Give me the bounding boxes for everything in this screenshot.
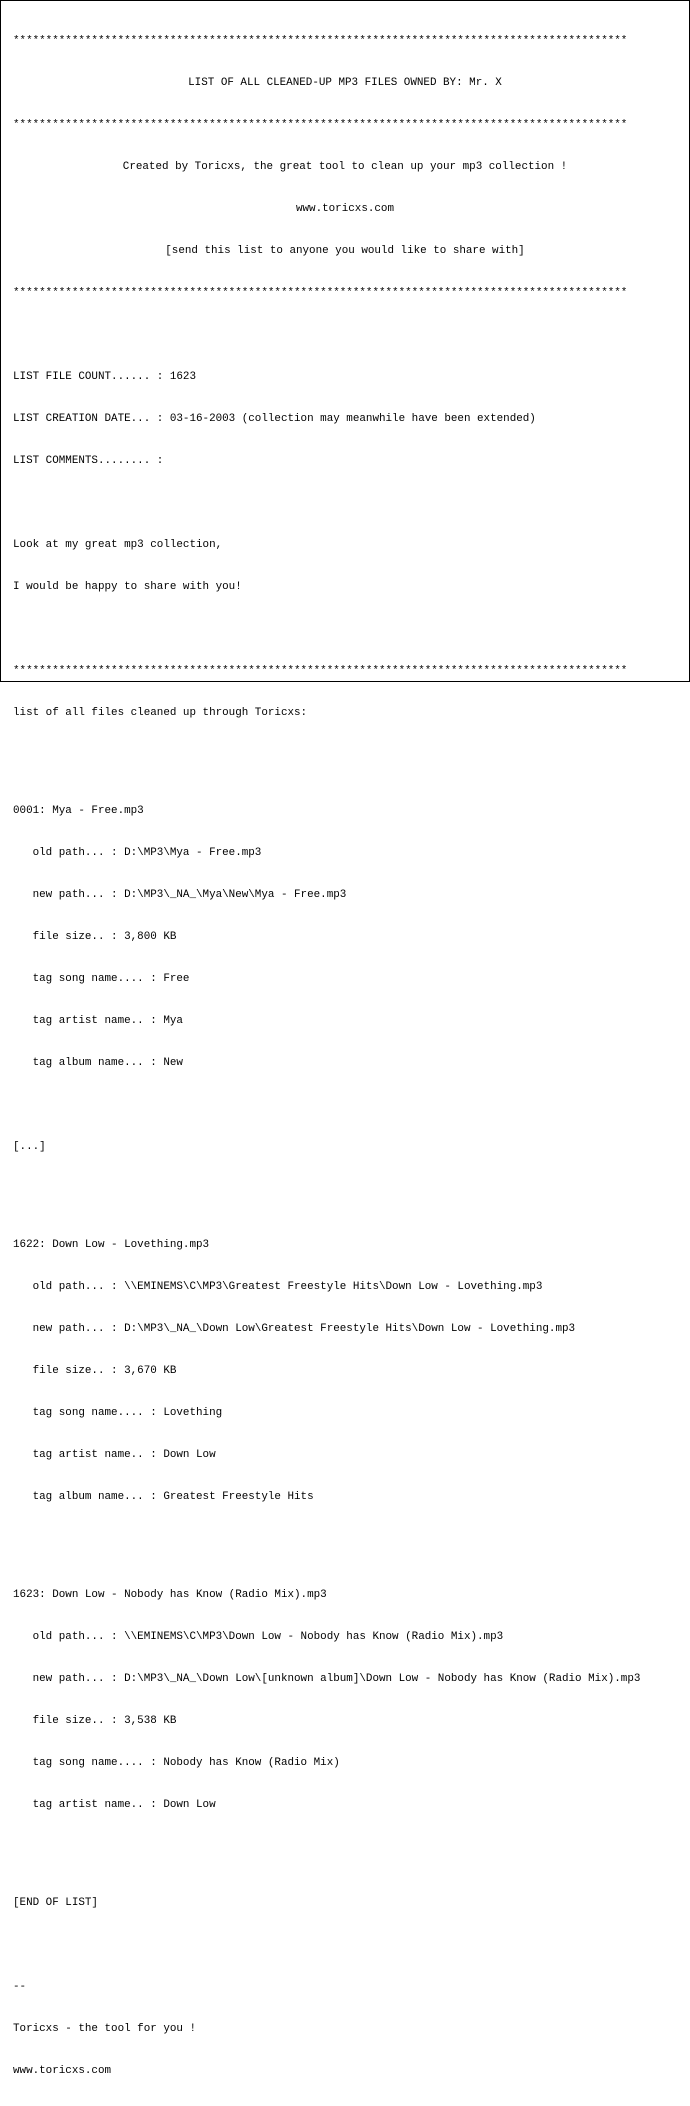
footer-website-link[interactable]: www.toricxs.com <box>13 2065 112 2077</box>
end-of-list: [END OF LIST] <box>13 1897 98 1909</box>
entry-heading: 1622: Down Low - Lovething.mp3 <box>13 1239 210 1251</box>
blank-line <box>13 1532 677 1546</box>
entry-song-name: tag song name.... : Lovething <box>13 1407 223 1419</box>
entry-file-size: file size.. : 3,800 KB <box>13 931 177 943</box>
signature-dashes: -- <box>13 1981 27 1993</box>
share-note: [send this list to anyone you would like to share with] <box>165 245 525 257</box>
plain-text-document <box>13 6 677 2106</box>
entry-artist-name: tag artist name.. : Down Low <box>13 1449 216 1461</box>
blank-line <box>13 1098 677 1112</box>
blank-line <box>13 328 677 342</box>
entry-artist-name: tag artist name.. : Mya <box>13 1015 183 1027</box>
blank-line <box>13 748 677 762</box>
asterisk-rule: ********************************************************************************************** <box>13 287 628 299</box>
entry-old-path: old path... : \\EMINEMS\C\MP3\Greatest Freestyle Hits\Down Low - Lovething.mp3 <box>13 1281 543 1293</box>
entry-album-name: tag album name... : Greatest Freestyle Hits <box>13 1491 314 1503</box>
list-intro: list of all files cleaned up through Toricxs: <box>13 707 308 719</box>
ellipsis: [...] <box>13 1141 46 1153</box>
blank-line <box>13 622 677 636</box>
creation-date: LIST CREATION DATE... : 03-16-2003 (collection may meanwhile have been extended) <box>13 413 536 425</box>
list-title: LIST OF ALL CLEANED-UP MP3 FILES OWNED BY: Mr. X <box>188 77 502 89</box>
list-comments: LIST COMMENTS........ : <box>13 455 164 467</box>
blank-line <box>13 496 677 510</box>
website-link[interactable]: www.toricxs.com <box>295 203 395 215</box>
entry-file-size: file size.. : 3,538 KB <box>13 1715 177 1727</box>
entry-song-name: tag song name.... : Nobody has Know (Radio Mix) <box>13 1757 340 1769</box>
message-line: Look at my great mp3 collection, <box>13 539 223 551</box>
entry-old-path: old path... : D:\MP3\Mya - Free.mp3 <box>13 847 262 859</box>
file-count: LIST FILE COUNT...... : 1623 <box>13 371 196 383</box>
footer-tagline: Toricxs - the tool for you ! <box>13 2023 196 2035</box>
entry-album-name: tag album name... : New <box>13 1057 183 1069</box>
asterisk-rule: ********************************************************************************************** <box>13 119 628 131</box>
asterisk-rule-top: ********************************************************************************************** <box>13 35 628 47</box>
entry-new-path: new path... : D:\MP3\_NA_\Mya\New\Mya - Free.mp3 <box>13 889 347 901</box>
entry-old-path: old path... : \\EMINEMS\C\MP3\Down Low - Nobody has Know (Radio Mix).mp3 <box>13 1631 504 1643</box>
entry-heading: 0001: Mya - Free.mp3 <box>13 805 144 817</box>
entry-new-path: new path... : D:\MP3\_NA_\Down Low\[unknown album]\Down Low - Nobody has Know (Radio Mix).mp3 <box>13 1673 641 1685</box>
message-line: I would be happy to share with you! <box>13 581 242 593</box>
entry-artist-name: tag artist name.. : Down Low <box>13 1799 216 1811</box>
entry-heading: 1623: Down Low - Nobody has Know (Radio Mix).mp3 <box>13 1589 327 1601</box>
credit-line: Created by Toricxs, the great tool to clean up your mp3 collection ! <box>122 161 568 173</box>
blank-line <box>13 1182 677 1196</box>
asterisk-rule: ********************************************************************************************** <box>13 665 628 677</box>
entry-song-name: tag song name.... : Free <box>13 973 190 985</box>
entry-new-path: new path... : D:\MP3\_NA_\Down Low\Greatest Freestyle Hits\Down Low - Lovething.mp3 <box>13 1323 576 1335</box>
blank-line <box>13 1938 677 1952</box>
entry-file-size: file size.. : 3,670 KB <box>13 1365 177 1377</box>
blank-line <box>13 1840 677 1854</box>
